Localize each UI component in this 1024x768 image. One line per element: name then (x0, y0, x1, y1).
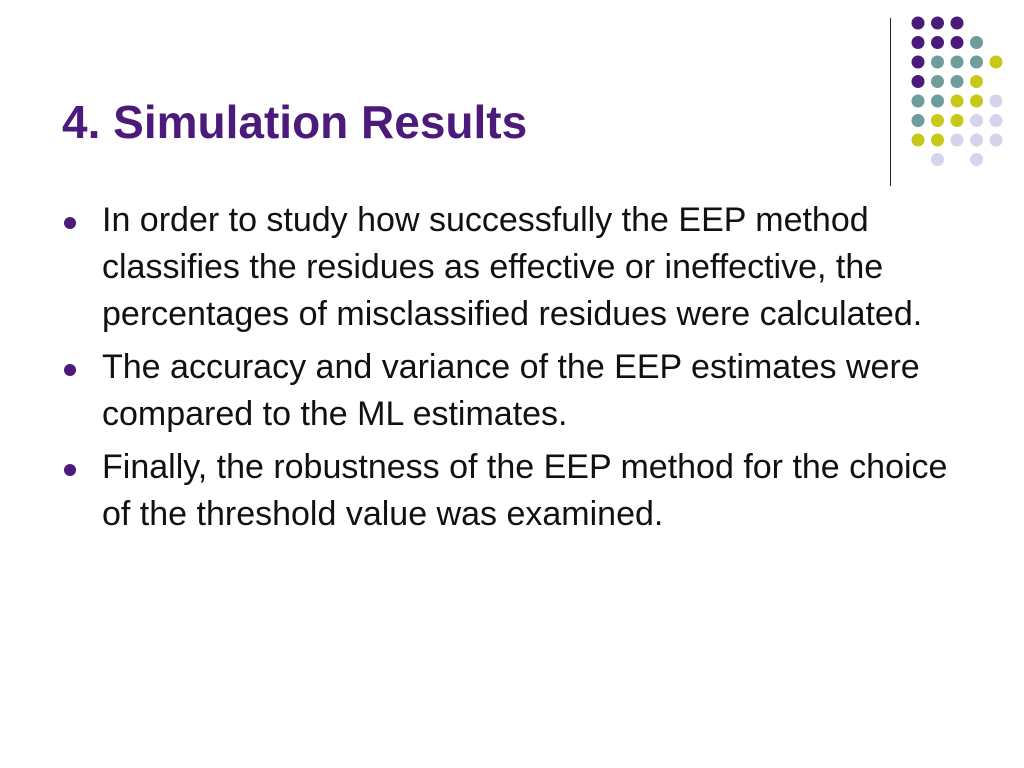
bullet-item (62, 444, 982, 538)
bullet-list (62, 197, 982, 544)
vertical-divider-line (890, 18, 891, 186)
decorative-dot (912, 95, 925, 108)
decorative-dot (990, 114, 1003, 127)
decorative-dot (990, 56, 1003, 69)
bullet-point-icon (64, 464, 76, 476)
decorative-dot (931, 95, 944, 108)
decorative-dot (970, 36, 983, 49)
bullet-item (62, 344, 982, 438)
decorative-dot (970, 95, 983, 108)
decorative-dot (931, 114, 944, 127)
bullet-point-icon (64, 364, 76, 376)
bullet-item (62, 197, 982, 338)
decorative-dot (951, 56, 964, 69)
decorative-dot (931, 17, 944, 30)
bullet-point-icon (64, 217, 76, 229)
decorative-dot (951, 36, 964, 49)
decorative-dot (912, 75, 925, 88)
decorative-dot (931, 134, 944, 147)
decorative-dot (951, 114, 964, 127)
decorative-dot (912, 114, 925, 127)
bullet-text: Finally, the robustness of the EEP method for the choice of the threshold value was examined. (102, 448, 948, 533)
bullet-text: In order to study how successfully the EEP method classifies the residues as effective or ineffective, the percentages of misclassified residues were calculated. (102, 201, 923, 333)
decorative-dot (970, 153, 983, 166)
decorative-dot (912, 134, 925, 147)
decorative-dot (931, 36, 944, 49)
bullet-text: The accuracy and variance of the EEP estimates were compared to the ML estimates. (102, 348, 920, 433)
decorative-dot (912, 36, 925, 49)
slide-title: 4. Simulation Results (62, 96, 528, 148)
decorative-dot (951, 17, 964, 30)
decorative-dot (951, 95, 964, 108)
decorative-dot (990, 95, 1003, 108)
decorative-dot (951, 134, 964, 147)
decorative-dot (990, 134, 1003, 147)
decorative-dot (970, 134, 983, 147)
decorative-dot (912, 56, 925, 69)
decorative-dot (970, 56, 983, 69)
decorative-dot (970, 75, 983, 88)
decorative-dot (931, 56, 944, 69)
decorative-dot (931, 153, 944, 166)
decorative-dot (931, 75, 944, 88)
decorative-dot (912, 17, 925, 30)
decorative-dot (970, 114, 983, 127)
decorative-dot (951, 75, 964, 88)
